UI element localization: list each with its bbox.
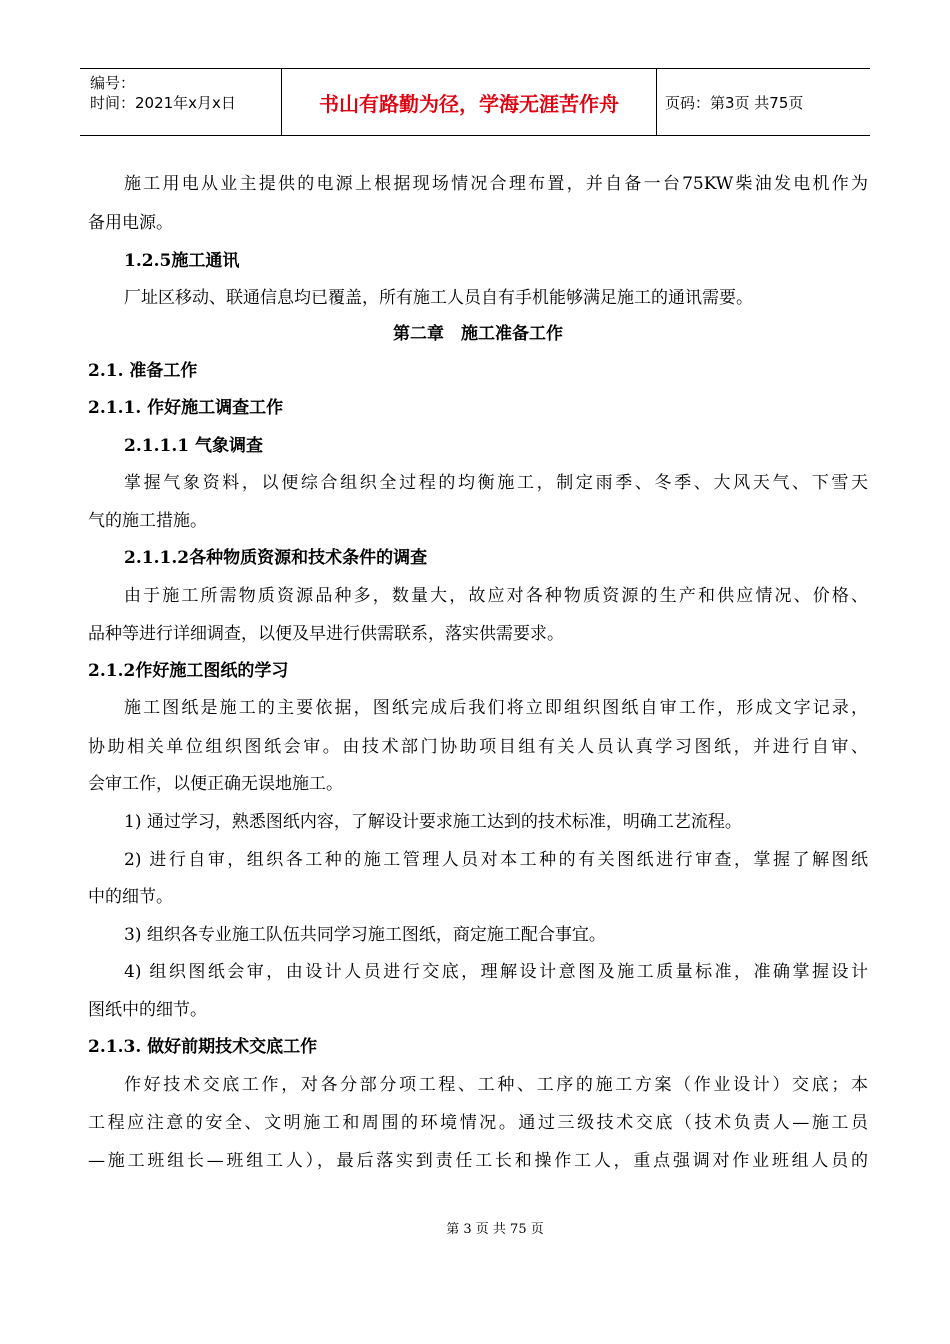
list-item: 3) 组织各专业施工队伍共同学习施工图纸，商定施工配合事宜。 [124,925,606,945]
paragraph-line: 施工用电从业主提供的电源上根据现场情况合理布置，并自备一台75KW柴油发电机作为 [124,174,868,194]
header-date: 时间：2021年x月x日 [90,94,236,112]
paragraph-line: 工程应注意的安全、文明施工和周围的环境情况。通过三级技术交底（技术负责人—施工员 [88,1113,868,1133]
section-heading: 2.1.1.2各种物质资源和技术条件的调查 [124,548,428,568]
paragraph-line: 由于施工所需物质资源品种多，数量大，故应对各种物质资源的生产和供应情况、价格、 [124,586,868,606]
list-item: 1) 通过学习，熟悉图纸内容，了解设计要求施工达到的技术标准，明确工艺流程。 [124,812,742,832]
paragraph-line: 气的施工措施。 [88,511,207,531]
paragraph-line: 备用电源。 [88,213,173,233]
section-heading: 2.1.2作好施工图纸的学习 [88,661,289,681]
header-number: 编号： [90,74,136,92]
header-motto: 书山有路勤为径，学海无涯苦作舟 [282,69,657,135]
section-heading: 2.1. 准备工作 [88,361,198,381]
paragraph-line: —施工班组长—班组工人），最后落实到责任工长和操作工人，重点强调对作业班组人员的 [88,1151,868,1171]
header-meta [80,69,282,135]
paragraph-line: 中的细节。 [88,887,173,907]
paragraph-line: 品种等进行详细调查，以便及早进行供需联系，落实供需要求。 [88,624,564,644]
list-item: 2) 进行自审，组织各工种的施工管理人员对本工种的有关图纸进行审查，掌握了解图纸 [124,850,868,870]
paragraph-line: 会审工作，以便正确无误地施工。 [88,774,343,794]
section-heading: 1.2.5施工通讯 [124,251,240,271]
paragraph-line: 协助相关单位组织图纸会审。由技术部门协助项目组有关人员认真学习图纸，并进行自审、 [88,737,868,757]
chapter-title: 第二章 施工准备工作 [393,324,563,344]
section-heading: 2.1.1.1 气象调查 [124,436,263,456]
list-item: 4) 组织图纸会审，由设计人员进行交底，理解设计意图及施工质量标准，准确掌握设计 [124,962,868,982]
paragraph-line: 掌握气象资料，以便综合组织全过程的均衡施工，制定雨季、冬季、大风天气、下雪天 [124,473,868,493]
paragraph-line: 图纸中的细节。 [88,1000,207,1020]
page-header [80,68,870,136]
paragraph-line: 施工图纸是施工的主要依据，图纸完成后我们将立即组织图纸自审工作，形成文字记录， [124,698,868,718]
paragraph-line: 作好技术交底工作，对各分部分项工程、工种、工序的施工方案（作业设计）交底；本 [124,1075,868,1095]
header-page-info: 页码：第3页 共75页 [665,93,804,112]
section-heading: 2.1.1. 作好施工调查工作 [88,398,284,418]
paragraph-line: 厂址区移动、联通信息均已覆盖，所有施工人员自有手机能够满足施工的通讯需要。 [124,288,753,308]
section-heading: 2.1.3. 做好前期技术交底工作 [88,1037,318,1057]
page-footer: 第 3 页 共 75 页 [446,1222,544,1237]
